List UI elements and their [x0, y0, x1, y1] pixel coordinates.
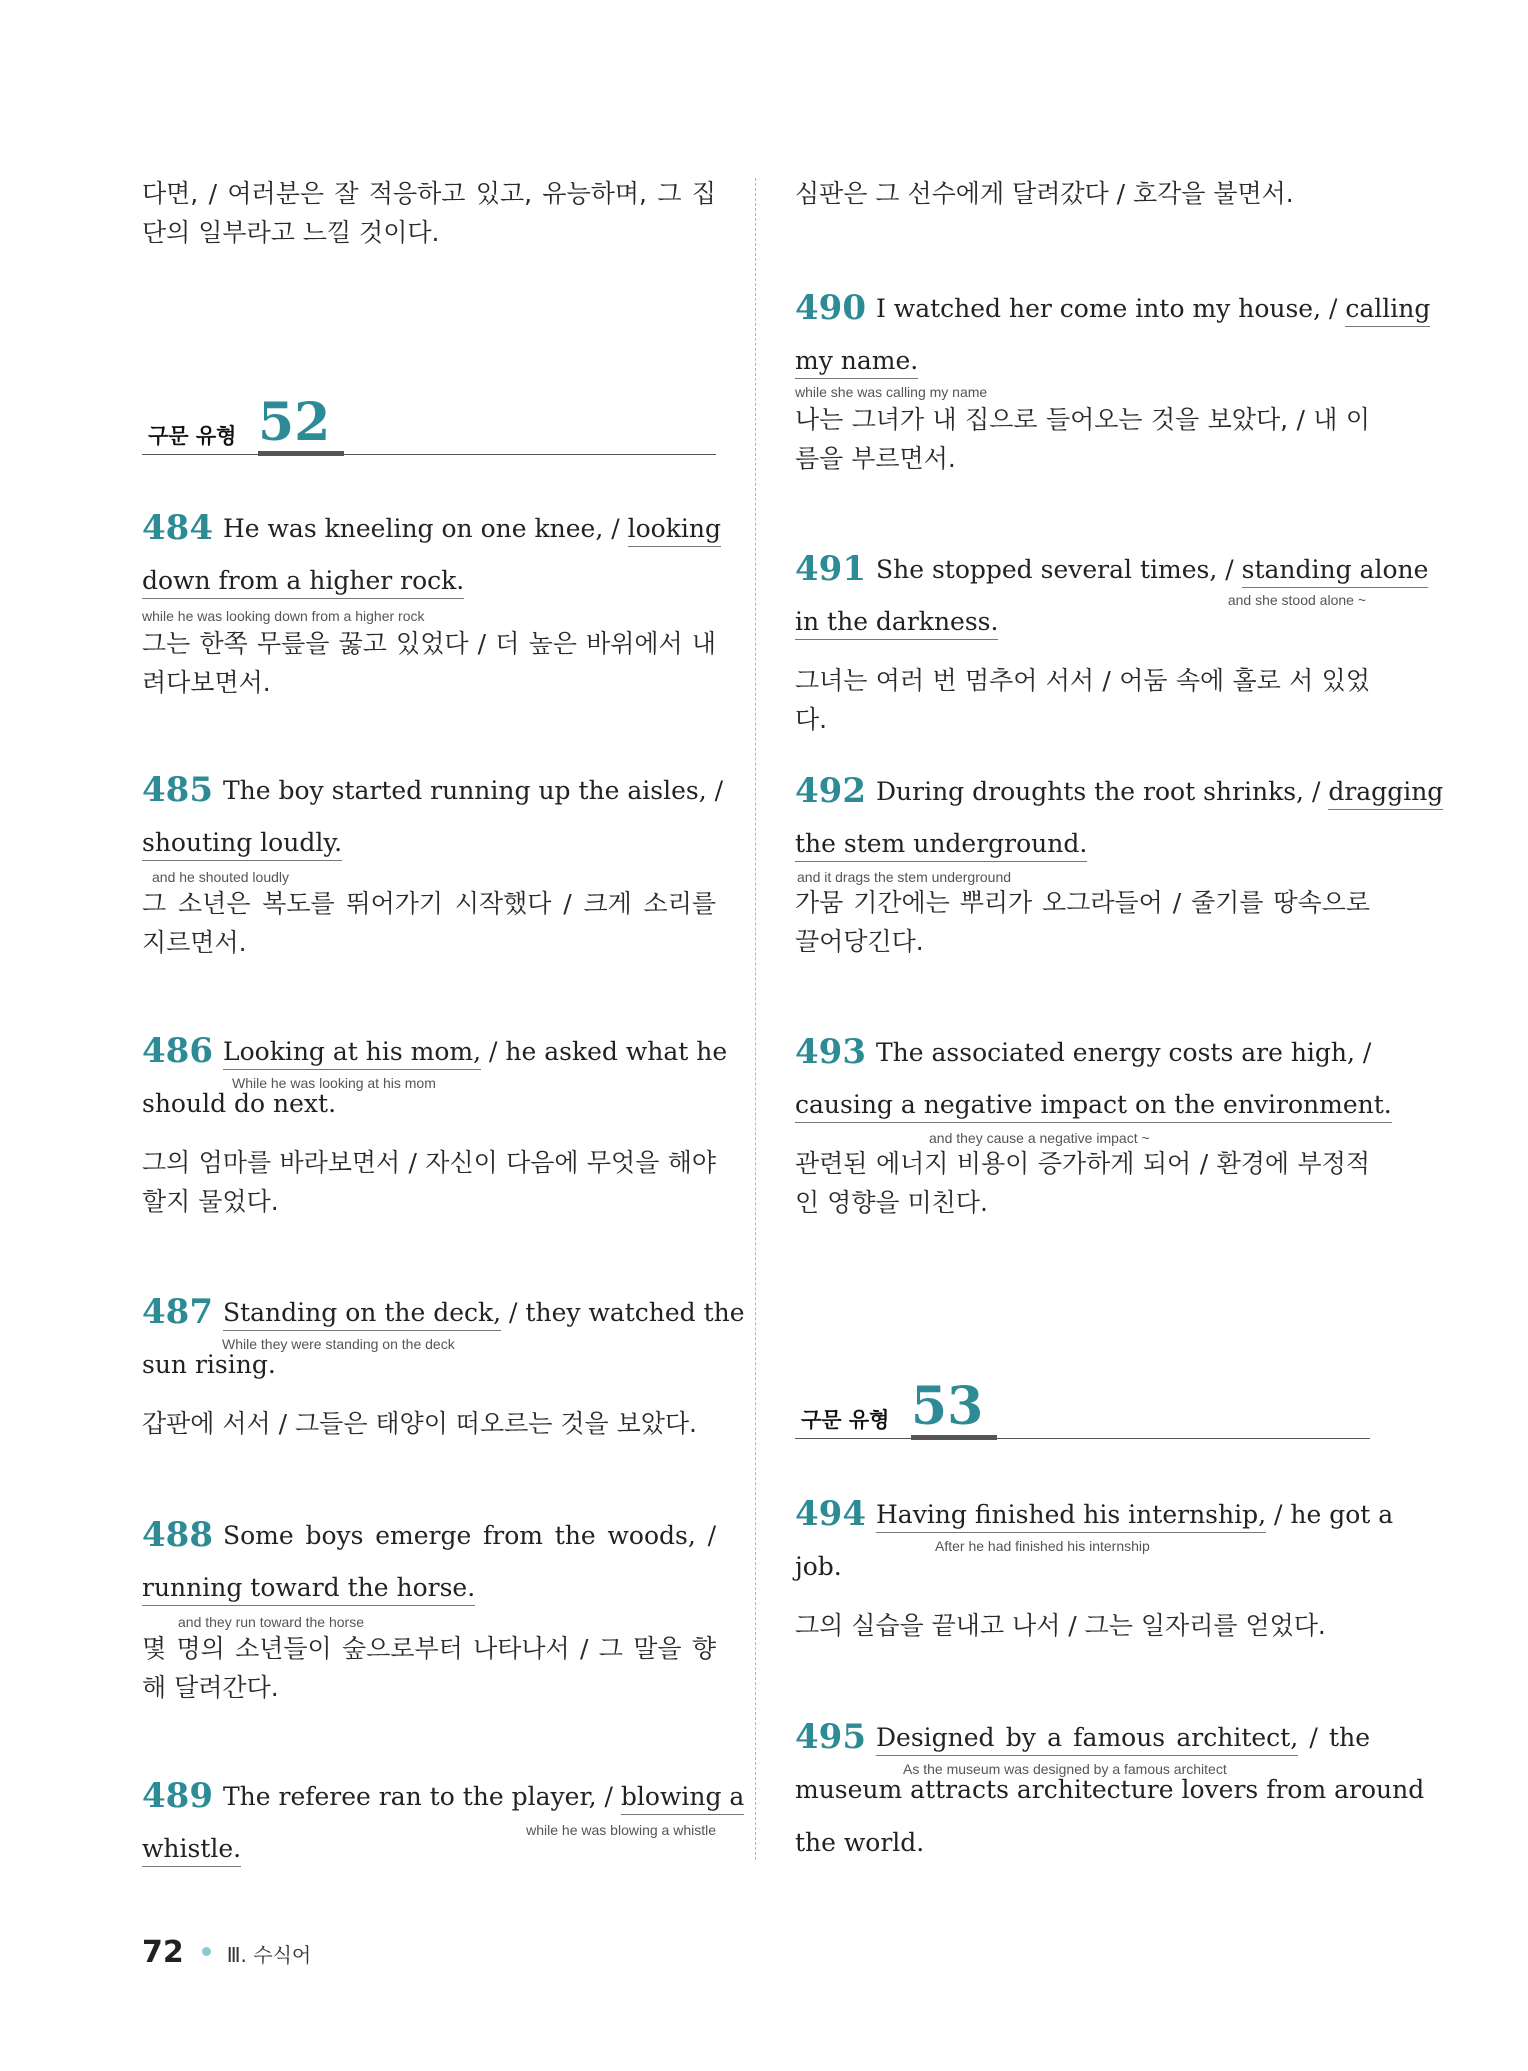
paraphrase-note: and it drags the stem underground: [797, 869, 1012, 885]
translation: 관련된 에너지 비용이 증가하게 되어 / 환경에 부정적인 영향을 미친다.: [795, 1149, 1370, 1217]
paraphrase-note: and they cause a negative impact ~: [929, 1130, 1150, 1146]
sentence-text: / he asked what he: [481, 1037, 728, 1066]
paraphrase-note: and she stood alone ~: [1227, 592, 1366, 608]
sentence-number: 492: [795, 771, 866, 811]
translation: 몇 명의 소년들이 숲으로부터 나타나서 / 그 말을 향해 달려간다.: [142, 1634, 716, 1702]
sentence-line: [795, 549, 1429, 589]
underlined-phrase: looking: [628, 514, 721, 547]
paraphrase-note: and he shouted loudly: [152, 869, 289, 885]
section-label: 구문 유형: [801, 1408, 890, 1432]
sentence-number: 489: [142, 1776, 213, 1816]
sentence-text: Some boys emerge from the woods, /: [222, 1521, 716, 1550]
sentence-line: sun rising.: [142, 1350, 276, 1379]
paraphrase-note: while she was calling my name: [795, 384, 988, 400]
underlined-phrase: causing a negative impact on the environment.: [795, 1090, 1392, 1123]
underlined-phrase: Designed by a famous architect,: [876, 1723, 1298, 1756]
sentence-number: 487: [142, 1292, 213, 1332]
sentence-number: 485: [142, 770, 213, 810]
underlined-phrase: Looking at his mom,: [223, 1037, 481, 1070]
translation: 그의 엄마를 바라보면서 / 자신이 다음에 무엇을 해야 할지 물었다.: [142, 1148, 716, 1216]
sentence-number: 493: [795, 1032, 866, 1072]
section-header-52: [142, 394, 716, 455]
translation: 갑판에 서서 / 그들은 태양이 떠오르는 것을 보았다.: [142, 1409, 697, 1438]
sentence-text: / he got a: [1266, 1500, 1394, 1529]
translation: 그 소년은 복도를 뛰어가기 시작했다 / 크게 소리를 지르면서.: [142, 889, 716, 957]
translation: 그의 실습을 끝내고 나서 / 그는 일자리를 얻었다.: [795, 1611, 1326, 1640]
sentence-line: [142, 825, 716, 861]
page-number: 72: [142, 1935, 184, 1970]
sentence-line: [142, 508, 721, 548]
underlined-phrase: down from a higher rock.: [142, 566, 464, 599]
paraphrase-note: As the museum was designed by a famous architect: [903, 1761, 1227, 1777]
sentence-number: 495: [795, 1717, 866, 1757]
bullet-dot-icon: [202, 1947, 211, 1956]
sentence-line: [142, 1570, 716, 1606]
sentence-text: / the: [1298, 1723, 1370, 1752]
sentence-line: [142, 1292, 745, 1332]
sentence-text: / they watched the: [501, 1298, 745, 1327]
sentence-line: the world.: [795, 1828, 925, 1857]
sentence-number: 486: [142, 1031, 213, 1071]
sentence-line: [795, 1494, 1394, 1534]
intro-translation: 다면, / 여러분은 잘 적응하고 있고, 유능하며, 그 집단의 일부라고 느낄 것이다.: [142, 179, 716, 247]
underlined-phrase: the stem underground.: [795, 829, 1087, 862]
underlined-phrase: shouting loudly.: [142, 828, 342, 861]
underlined-phrase: dragging: [1328, 777, 1443, 810]
sentence-line: [795, 771, 1444, 811]
sentence-number: 488: [142, 1515, 213, 1555]
paraphrase-note: while he was looking down from a higher rock: [142, 608, 425, 624]
translation: 나는 그녀가 내 집으로 들어오는 것을 보았다, / 내 이름을 부르면서.: [795, 405, 1370, 473]
sentence-line: [795, 604, 1370, 640]
sentence-text: The associated energy costs are high, /: [875, 1038, 1372, 1067]
translation: 가뭄 기간에는 뿌리가 오그라들어 / 줄기를 땅속으로 끌어당긴다.: [795, 888, 1370, 956]
underlined-phrase: Standing on the deck,: [223, 1298, 501, 1331]
sentence-text: I watched her come into my house, /: [875, 294, 1346, 323]
sentence-line: [795, 343, 1370, 379]
intro-translation: 심판은 그 선수에게 달려갔다 / 호각을 불면서.: [795, 179, 1294, 208]
translation: 그는 한쪽 무릎을 꿇고 있었다 / 더 높은 바위에서 내려다보면서.: [142, 629, 716, 697]
sentence-line: [142, 563, 716, 599]
paraphrase-note: and they run toward the horse: [178, 1614, 365, 1630]
sentence-number: 491: [795, 549, 866, 589]
paraphrase-note: while he was blowing a whistle: [526, 1822, 716, 1838]
underlined-phrase: whistle.: [142, 1834, 241, 1867]
sentence-text: She stopped several times, /: [875, 555, 1242, 584]
paraphrase-note: While he was looking at his mom: [232, 1075, 436, 1091]
sentence-text: The referee ran to the player, /: [222, 1782, 621, 1811]
sentence-number: 494: [795, 1494, 866, 1534]
sentence-number: 484: [142, 508, 213, 548]
underlined-phrase: my name.: [795, 346, 918, 379]
chapter-title: Ⅲ. 수식어: [226, 1943, 312, 1967]
sentence-line: [795, 1719, 1370, 1756]
underlined-phrase: in the darkness.: [795, 607, 998, 640]
underlined-phrase: blowing a: [621, 1782, 744, 1815]
sentence-line: job.: [795, 1552, 842, 1581]
sentence-line: [795, 288, 1431, 328]
sentence-line: [142, 1031, 728, 1071]
underlined-phrase: running toward the horse.: [142, 1573, 475, 1606]
sentence-text: The boy started running up the aisles, /: [222, 776, 724, 805]
sentence-line: should do next.: [142, 1089, 337, 1118]
underlined-phrase: standing alone: [1242, 555, 1429, 588]
sentence-line: [142, 1776, 745, 1816]
sentence-number: 490: [795, 288, 866, 328]
paraphrase-note: While they were standing on the deck: [222, 1336, 455, 1352]
sentence-text: He was kneeling on one knee, /: [222, 514, 628, 543]
page-footer: [142, 1935, 311, 1970]
column-divider: [755, 178, 756, 1860]
underlined-phrase: Having finished his internship,: [876, 1500, 1266, 1533]
paraphrase-note: After he had finished his internship: [935, 1538, 1150, 1554]
section-label: 구문 유형: [148, 424, 237, 448]
section-header-53: [795, 1378, 1370, 1439]
sentence-line: [795, 1034, 1370, 1071]
sentence-line: [142, 770, 724, 810]
sentence-line: [795, 826, 1370, 862]
translation: 그녀는 여러 번 멈추어 서서 / 어둠 속에 홀로 서 있었다.: [795, 666, 1370, 734]
sentence-line: [142, 1831, 716, 1867]
sentence-line: museum attracts architecture lovers from around: [795, 1775, 1425, 1804]
sentence-text: During droughts the root shrinks, /: [875, 777, 1329, 806]
underlined-phrase: calling: [1345, 294, 1430, 327]
section-number: 53: [911, 1379, 997, 1440]
sentence-line: [142, 1517, 716, 1554]
sentence-line: [795, 1087, 1392, 1123]
section-number: 52: [258, 395, 344, 456]
